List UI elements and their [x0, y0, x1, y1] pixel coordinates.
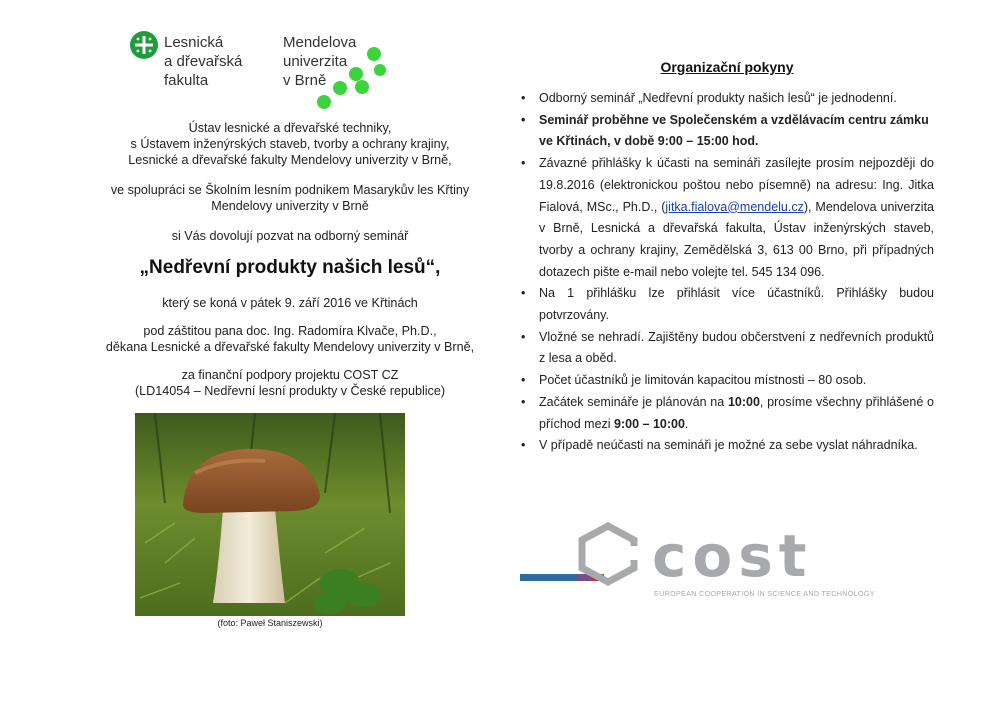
cost-logo	[520, 520, 880, 600]
support-line: za finanční podpory projektu COST CZ	[181, 368, 399, 382]
cost-bar-blue-icon	[520, 574, 578, 581]
faculty-logo-line: fakulta	[164, 72, 209, 89]
list-item	[517, 110, 934, 153]
date-line: který se koná v pátek 9. září 2016 ve Křtinách	[162, 296, 418, 310]
university-logo-line: univerzita	[283, 53, 348, 70]
hosts-block	[40, 120, 540, 168]
patronage-line: děkana Lesnické a dřevařské fakulty Mendelovy univerzity v Brně,	[105, 340, 475, 354]
list-item	[517, 435, 934, 457]
item-text: Odborný seminář „Nedřevní produkty našich lesů“ je jednodenní.	[539, 91, 897, 105]
email-link[interactable]: jitka.fialova@mendelu.cz	[665, 199, 804, 214]
faculty-logo-icon	[130, 31, 158, 59]
item-text: ), Mendelova univerzita v Brně, Lesnická a dřevařská fakulta, Ústav inženýrských staveb, tvorby a ochrany krajiny, Zemědělská 3, 613 00 Brno, při případných dotazech pište e-mail nebo volejte tel. 545 134 096.	[539, 199, 935, 279]
list-item	[517, 370, 934, 392]
item-text: , prosíme všechny přihlášené o příchod mezi	[539, 394, 934, 431]
patronage-line: pod záštitou pana doc. Ing. Radomíra Klvače, Ph.D.,	[143, 324, 437, 338]
item-text: Počet účastníků je limitován kapacitou místnosti – 80 osob.	[539, 373, 867, 388]
faculty-logo-line: Lesnická	[164, 34, 224, 51]
faculty-logo-line: a dřevařská	[164, 53, 243, 70]
item-text: Vložné se nehradí. Zajištěny budou občerstvení z nedřevních produktů z lesa a oběd.	[539, 329, 934, 366]
hosts-line: Ústav lesnické a dřevařské techniky,	[188, 121, 392, 135]
faculty-logo-text	[164, 33, 274, 90]
item-text: Začátek semináře je plánován na	[539, 394, 728, 409]
cooperation-block	[40, 182, 540, 214]
item-text: Závazné přihlášky k účasti na semináři zasílejte prosím nejpozději do 19.8.2016 (elektronickou poštou nebo písemně) na adresu: Ing. Jitka Fialová, MSc., Ph.D., (	[539, 156, 934, 214]
item-text: ve Křtinách, v době 9:00 – 15:00 hod.	[539, 134, 759, 149]
item-text: Na 1 přihlášku lze přihlásit více účastníků. Přihlášky budou potvrzovány.	[539, 286, 934, 323]
list-item	[517, 283, 934, 326]
cooperation-line: ve spolupráci se Školním lesním podnikem Masarykův les Křtiny	[110, 183, 470, 197]
cost-wordmark: cost	[652, 522, 813, 590]
photo-credit: (foto: Paweł Staniszewski)	[217, 618, 323, 628]
list-item	[517, 392, 934, 435]
hosts-line: s Ústavem inženýrských staveb, tvorby a ochrany krajiny,	[130, 137, 450, 151]
invite-line: si Vás dovolují pozvat na odborný seminář	[171, 229, 409, 243]
item-text: Seminář proběhne ve Společenském a vzdělávacím centru zámku	[539, 112, 929, 127]
university-logo-line: v Brně	[283, 72, 327, 89]
start-time: 10:00	[727, 394, 760, 409]
list-item	[517, 88, 934, 110]
list-item	[517, 153, 934, 283]
arrival-range: 9:00 – 10:00	[614, 416, 685, 431]
organization-list	[517, 88, 934, 457]
item-text: .	[684, 416, 689, 431]
university-logo-line: Mendelova	[283, 34, 357, 51]
patronage-block	[40, 323, 540, 355]
list-item	[517, 327, 934, 370]
item-text: V případě neúčasti na semináři je možné za sebe vyslat náhradníka.	[539, 438, 918, 453]
organization-heading: Organizační pokyny	[660, 59, 794, 75]
cooperation-line: Mendelovy univerzity v Brně	[211, 199, 369, 213]
support-block	[40, 367, 540, 399]
seminar-title: „Nedřevní produkty našich lesů“,	[139, 257, 441, 278]
support-line: (LD14054 – Nedřevní lesní produkty v České republice)	[134, 384, 446, 398]
cost-tagline: EUROPEAN COOPERATION IN SCIENCE AND TECHNOLOGY	[654, 589, 875, 598]
mushroom-photo	[135, 413, 405, 616]
hosts-line: Lesnické a dřevařské fakulty Mendelovy univerzity v Brně,	[128, 153, 452, 167]
university-logo-dots-icon	[310, 40, 390, 115]
